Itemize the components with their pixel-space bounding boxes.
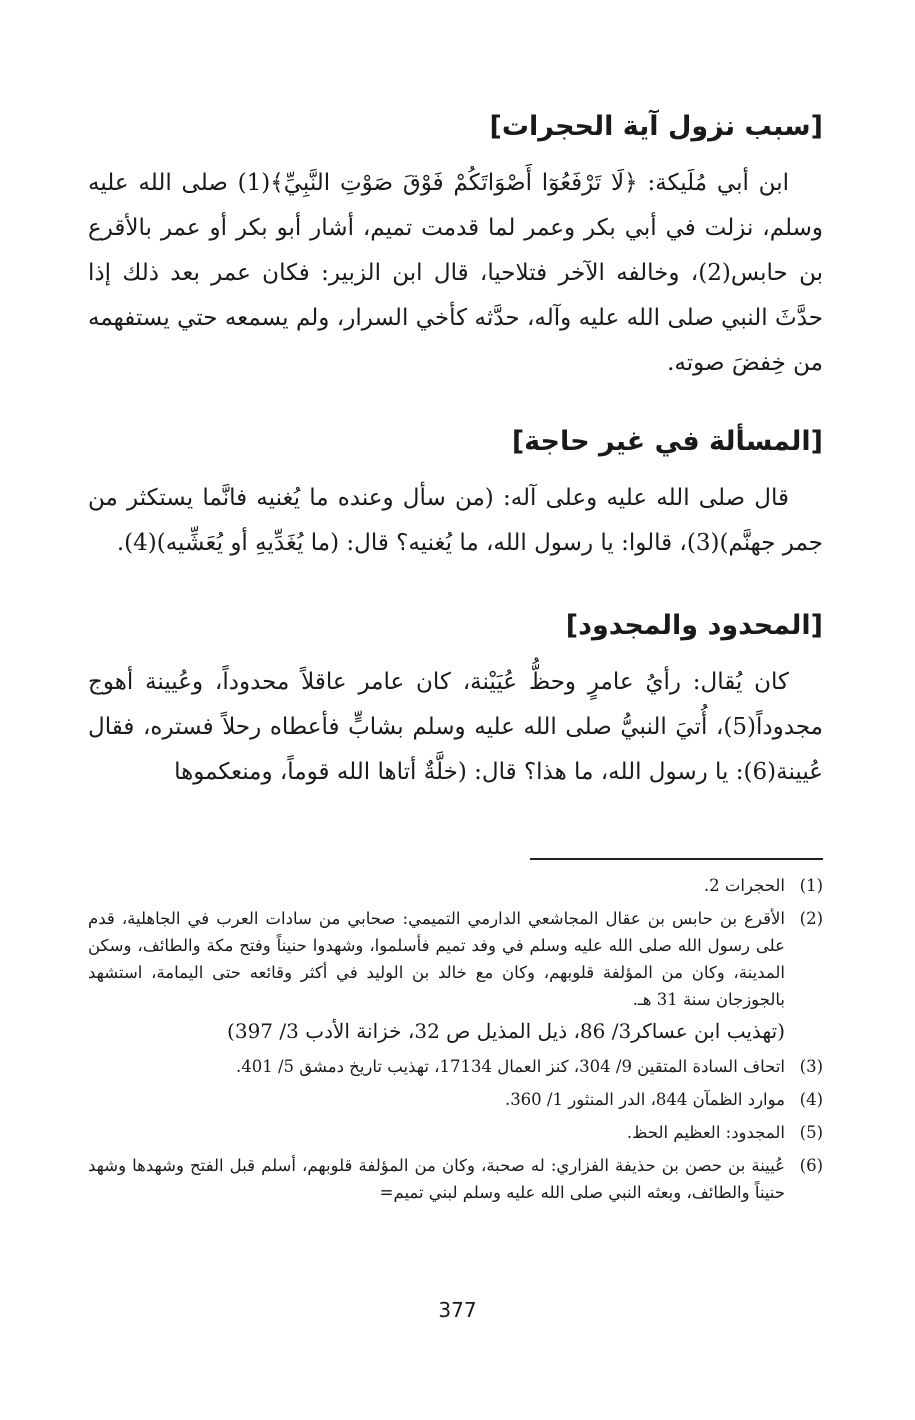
section-heading-masala: [المسألة في غير حاجة] xyxy=(511,426,823,457)
section-heading-hujurat: [سبب نزول آية الحجرات] xyxy=(489,111,823,142)
footnote-text: اتحاف السادة المتقين 9/ 304، كنز العمال 17134، تهذيب تاريخ دمشق 5/ 401. xyxy=(235,1057,785,1076)
footnote-sources: (تهذيب ابن عساكر3/ 86، ذيل المذيل ص 32، خزانة الأدب 3/ 397) xyxy=(227,1019,785,1043)
section-body-mahdud: كان يُقال: رأيُ عامرٍ وحظُّ عُيَيْنة، كان عامر عاقلاً محدوداً، وعُيينة أهوج مجدوداً(5)، أُتيَ النبيُّ صلى الله عليه وسلم بشابٍّ فأعطاه رحلاً فستره، فقال عُيينة(6): يا رسول الله، ما هذا؟ قال: (خلَّةٌ أتاها الله قوماً، ومنعكموها xyxy=(88,669,823,785)
footnote-text: الأقرع بن حابس بن عقال المجاشعي الدارمي التميمي: صحابي من سادات العرب في الجاهلية، قدم على رسول الله صلى الله عليه وسلم في وفد تميم فأسلموا، وشهدوا حنيناً وفتح مكة والطائف، وسكن المدينة، وكان من المؤلفة قلوبهم، وكان مع خالد بن الوليد في أكثر وقائعه حتى اليمامة، استشهد بالجوزجان سنة 31 هـ. xyxy=(88,909,785,1009)
section-body-masala: قال صلى الله عليه وعلى آله: (من سأل وعنده ما يُغنيه فانَّما يستكثر من جمر جهنَّم)(3)، قالوا: يا رسول الله، ما يُغنيه؟ قال: (ما يُغَدِّيهِ أو يُعَشِّيه)(4). xyxy=(88,485,823,556)
main-text xyxy=(88,105,823,795)
footnote-3 xyxy=(88,1053,823,1080)
page-number: 377 xyxy=(438,1298,477,1322)
footnote-body xyxy=(88,905,785,1047)
footnote-number: (3) xyxy=(799,1057,823,1076)
footnotes xyxy=(88,872,823,1212)
footnote-number: (5) xyxy=(799,1123,823,1142)
footnote-text: المجدود: العظيم الحظ. xyxy=(626,1123,785,1142)
footnote-text: موارد الظمآن 844، الدر المنثور 1/ 360. xyxy=(504,1090,785,1109)
footnote-4 xyxy=(88,1086,823,1113)
footnote-number: (2) xyxy=(799,909,823,928)
footnote-number: (4) xyxy=(799,1090,823,1109)
footnote-2 xyxy=(88,905,823,1047)
footnote-separator xyxy=(530,858,823,860)
footnote-text: الحجرات 2. xyxy=(703,876,785,895)
footnote-text: عُيينة بن حصن بن حذيفة الفزاري: له صحبة، وكان من المؤلفة قلوبهم، أسلم قبل الفتح وشهدها وشهد حنيناً والطائف، وبعثه النبي صلى الله عليه وسلم لبني تميم= xyxy=(88,1156,785,1202)
footnote-number: (1) xyxy=(799,876,823,895)
footnote-1 xyxy=(88,872,823,899)
footnote-number: (6) xyxy=(799,1156,823,1175)
footnote-6 xyxy=(88,1152,823,1206)
section-body-hujurat: ابن أبي مُلَيكة: ﴿لَا تَرْفَعُوٓا أَصْوَاتَكُمْ فَوْقَ صَوْتِ النَّبِيِّ﴾(1) صلى الله عليه وسلم، نزلت في أبي بكر وعمر لما قدمت تميم، أشار أبو بكر أو عمر بالأقرع بن حابس(2)، وخالفه الآخر فتلاحيا، قال ابن الزبير: فكان عمر بعد ذلك إذا حدَّثَ النبي صلى الله عليه وآله، حدَّثه كأخي السرار، ولم يسمعه حتي يستفهمه من خِفضَ صوته. xyxy=(88,170,823,376)
footnote-5 xyxy=(88,1119,823,1146)
section-heading-mahdud: [المحدود والمجدود] xyxy=(565,610,823,641)
